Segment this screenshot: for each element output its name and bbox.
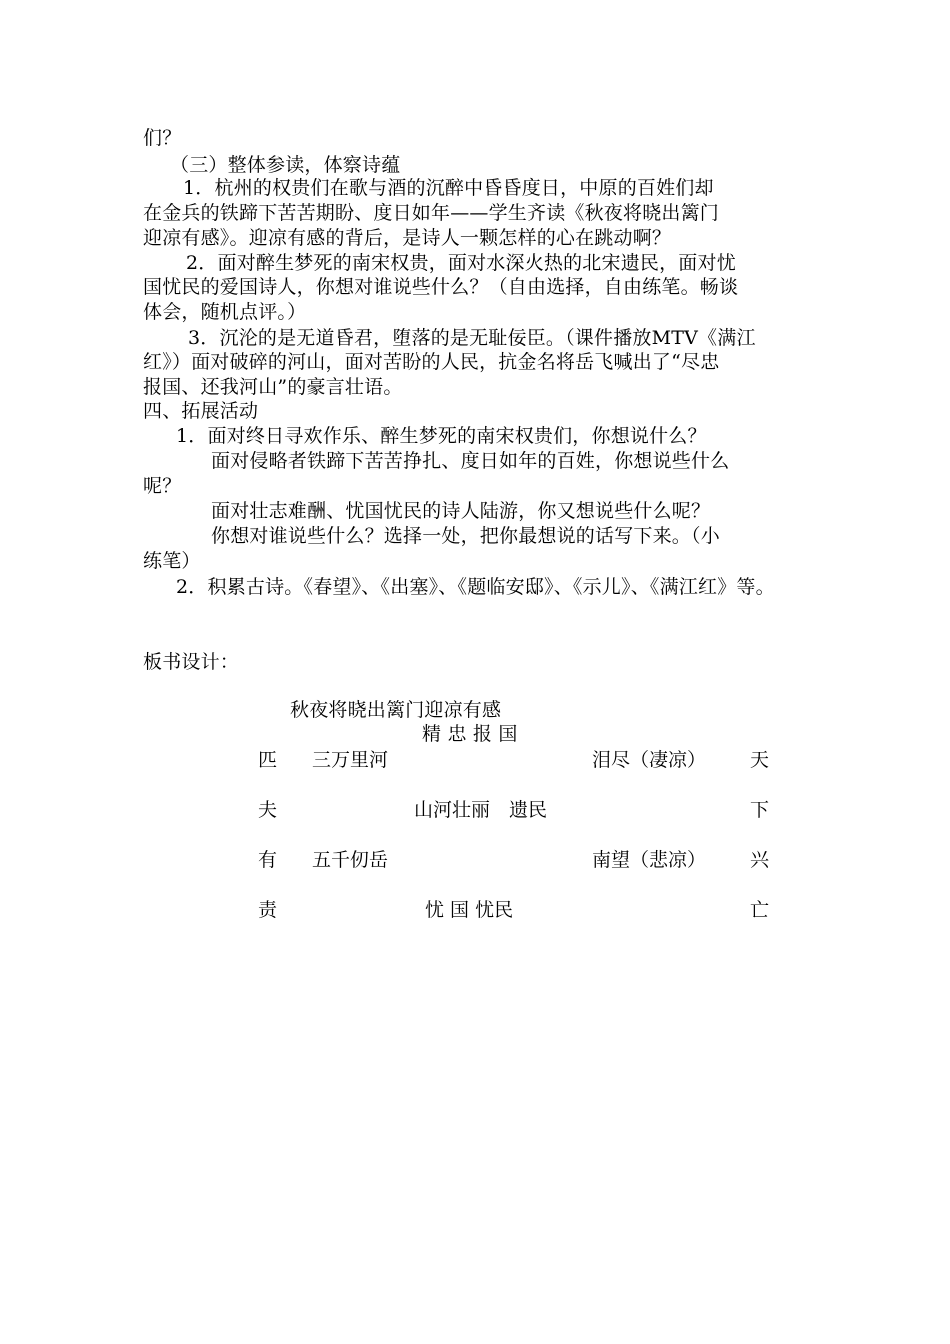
body-line: 们？ bbox=[143, 127, 182, 149]
board-left-char: 匹 bbox=[258, 749, 278, 771]
body-line: 1．面对终日寻欢作乐、醉生梦死的南宋权贵们，你想说什么？ bbox=[176, 425, 707, 447]
board-cell: 泪尽（凄凉） bbox=[592, 749, 707, 771]
body-line: 1．杭州的权贵们在歌与酒的沉醉中昏昏度日，中原的百姓们却 bbox=[183, 177, 714, 199]
board-title: 秋夜将晓出篱门迎凉有感 bbox=[290, 699, 502, 721]
body-line: 在金兵的铁蹄下苦苦期盼、度日如年——学生齐读《秋夜将晓出篱门 bbox=[143, 202, 720, 224]
board-right-char: 亡 bbox=[750, 899, 770, 921]
body-line: 3．沉沦的是无道昏君，堕落的是无耻佞臣。（课件播放MTV《满江 bbox=[188, 327, 756, 349]
board-subtitle: 精 忠 报 国 bbox=[422, 723, 518, 745]
body-line: 你想对谁说些什么？选择一处，把你最想说的话写下来。（小 bbox=[211, 525, 720, 547]
board-cell: 五千仞岳 bbox=[312, 849, 389, 871]
body-line: 国忧民的爱国诗人，你想对谁说些什么？（自由选择，自由练笔。畅谈 bbox=[143, 276, 739, 298]
section-heading: （三）整体参读，体察诗蕴 bbox=[170, 154, 401, 176]
body-line: 呢？ bbox=[143, 475, 182, 497]
body-line: 体会，随机点评。） bbox=[143, 301, 307, 323]
body-line: 2．积累古诗。《春望》、《出塞》、《题临安邸》、《示儿》、《满江红》等。 bbox=[176, 576, 775, 598]
board-right-char: 兴 bbox=[750, 849, 770, 871]
board-heading: 板书设计： bbox=[143, 651, 240, 673]
board-right-char: 天 bbox=[750, 749, 770, 771]
board-cell: 忧 国 忧民 bbox=[425, 899, 514, 921]
body-line: 2．面对醉生梦死的南宋权贵，面对水深火热的北宋遗民，面对忧 bbox=[186, 252, 736, 274]
board-cell: 南望（悲凉） bbox=[592, 849, 707, 871]
body-line: 红》）面对破碎的河山，面对苦盼的人民，抗金名将岳飞喊出了“尽忠 bbox=[143, 351, 720, 373]
board-left-char: 责 bbox=[258, 899, 278, 921]
body-line: 面对壮志难酬、忧国忧民的诗人陆游，你又想说些什么呢？ bbox=[211, 500, 711, 522]
board-right-char: 下 bbox=[750, 799, 770, 821]
board-cell: 山河壮丽 遗民 bbox=[414, 799, 548, 821]
body-line: 练笔） bbox=[143, 550, 201, 572]
body-line: 报国、还我河山”的豪言壮语。 bbox=[143, 376, 403, 398]
board-left-char: 有 bbox=[258, 849, 278, 871]
section-heading: 四、拓展活动 bbox=[143, 400, 259, 422]
board-left-char: 夫 bbox=[258, 799, 278, 821]
body-line: 面对侵略者铁蹄下苦苦挣扎、度日如年的百姓，你想说些什么 bbox=[211, 450, 730, 472]
body-line: 迎凉有感》。迎凉有感的背后，是诗人一颗怎样的心在跳动啊？ bbox=[143, 227, 672, 249]
board-cell: 三万里河 bbox=[312, 749, 389, 771]
